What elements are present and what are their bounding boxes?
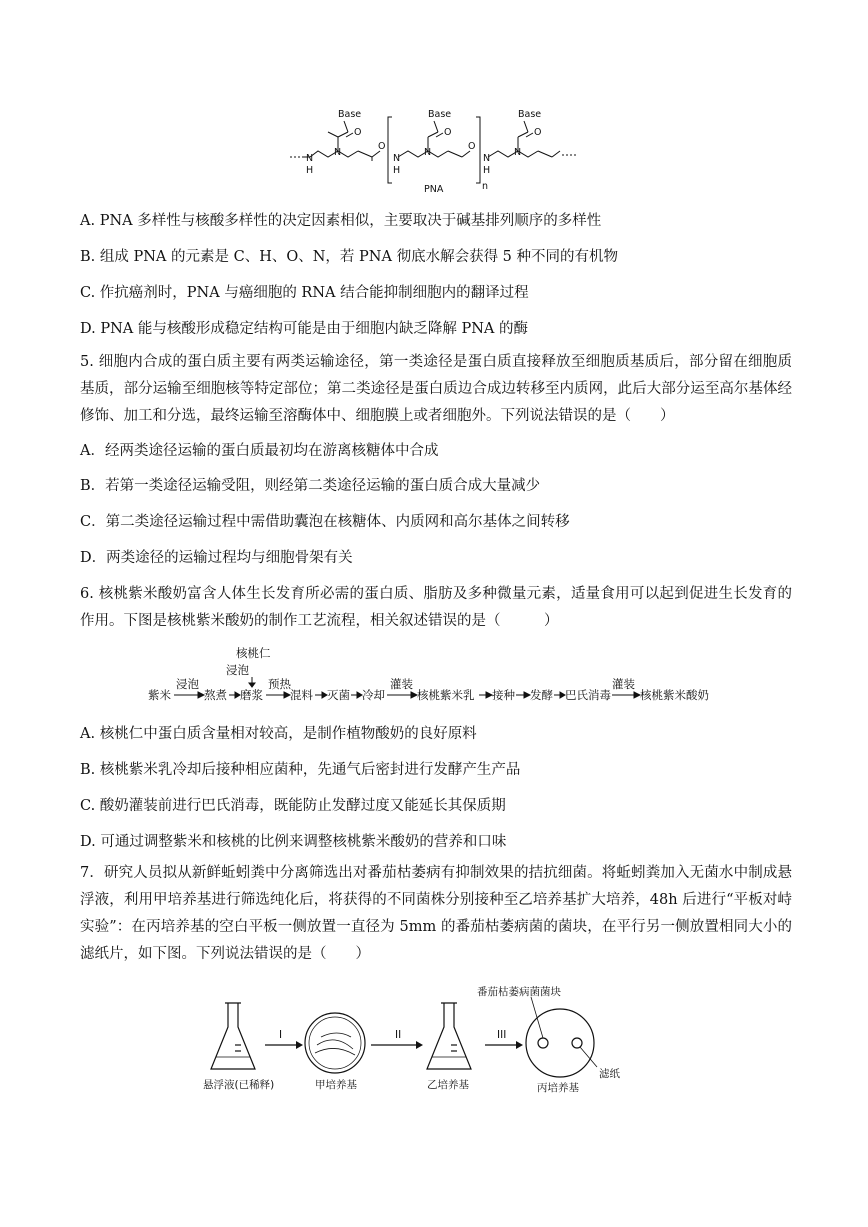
- filter-paper-icon: [572, 1038, 582, 1048]
- flow-top-input: 核桃仁: [236, 646, 271, 660]
- flow-step-7: 核桃紫米乳: [417, 688, 475, 702]
- flow-step-5: 灭菌: [327, 688, 350, 702]
- q5-option-b: B．若第一类途径运输受阻，则经第二类途径运输的蛋白质合成大量减少: [80, 478, 541, 494]
- h-label-2: H: [393, 165, 401, 176]
- flow-arrow-label-fill-2: 灌装: [612, 677, 635, 691]
- h-label-1: H: [306, 165, 314, 176]
- arrow-1-label: I: [279, 1029, 283, 1041]
- h-label-3: H: [483, 165, 491, 176]
- q5-option-d: D．两类途径的运输过程均与细胞骨架有关: [80, 550, 353, 566]
- flask-1-icon: [211, 1003, 255, 1069]
- q4-option-c: C. 作抗癌剂时，PNA 与癌细胞的 RNA 结合能抑制细胞内的翻译过程: [80, 285, 529, 301]
- flow-step-3: 磨浆: [240, 688, 263, 702]
- n-label-6: N: [483, 153, 491, 164]
- o-label-5: O: [468, 141, 476, 152]
- q6-stem: 6. 核桃紫米酸奶富含人体生长发育所必需的蛋白质、脂肪及多种微量元素，适量食用可以起到促进生长发育的作用。下图是核桃紫米酸奶的制作工艺流程，相关叙述错误的是（ ）: [80, 586, 792, 629]
- flow-step-10: 巴氏消毒: [565, 688, 611, 702]
- base-label-2: Base: [428, 109, 452, 120]
- q4-option-a: A. PNA 多样性与核酸多样性的决定因素相似，主要取决于碱基排列顺序的多样性: [80, 213, 602, 229]
- q6-option-b: B. 核桃紫米乳冷却后接种相应菌种，先通气后密封进行发酵产生产品: [80, 762, 521, 778]
- flask-2-icon: [427, 1003, 471, 1069]
- flow-step-6: 冷却: [362, 688, 385, 702]
- flow-step-1: 紫米: [148, 688, 171, 702]
- o-label-3: O: [534, 127, 542, 138]
- arrow-2-label: II: [395, 1029, 402, 1041]
- flow-arrow-label-soak: 浸泡: [176, 677, 199, 691]
- pna-structure-figure: [280, 105, 600, 200]
- flow-step-8: 接种: [492, 688, 515, 702]
- base-label-1: Base: [338, 109, 362, 120]
- flow-arrow-label-preheat: 预热: [268, 677, 291, 691]
- arrow-3-label: III: [497, 1029, 507, 1041]
- flow-step-9: 发酵: [530, 688, 553, 702]
- n-label-3: N: [514, 147, 522, 158]
- q5-option-a: A．经两类途径运输的蛋白质最初均在游离核糖体中合成: [80, 443, 439, 459]
- n-label-4: N: [306, 153, 314, 164]
- plate-2-icon: [526, 1009, 594, 1077]
- q4-option-d: D. PNA 能与核酸形成稳定结构可能是由于细胞内缺乏降解 PNA 的酶: [80, 321, 528, 337]
- subscript-n: n: [482, 181, 489, 192]
- q5-option-c: C．第二类途径运输过程中需借助囊泡在核糖体、内质网和高尔基体之间转移: [80, 514, 570, 530]
- flow-top-arrow-label: 浸泡: [226, 663, 249, 677]
- base-label-3: Base: [518, 109, 542, 120]
- o-label-2: O: [444, 127, 452, 138]
- q5-stem: 5. 细胞内合成的蛋白质主要有两类运输途径，第一类途径是蛋白质直接释放至细胞质基质后，部分留在细胞质基质，部分运输至细胞核等特定部位；第二类途径是蛋白质边合成边转移至内质网，此后大部分运至高尔基体经修饰、加工和分选，最终运输至溶酶体中、细胞膜上或者细胞外。下列说法错误的是（ ）: [80, 354, 792, 424]
- q7-stem: 7．研究人员拟从新鲜蚯蚓粪中分离筛选出对番茄枯萎病有抑制效果的拮抗细菌。将蚯蚓粪加入无菌水中制成悬浮液，利用甲培养基进行筛选纯化后，将获得的不同菌株分别接种至乙培养基扩大培养，48h 后进行“平板对峙实验”：在丙培养基的空白平板一侧放置一直径为 5mm 的番茄枯萎病菌的菌块，在平行另一侧放置相同大小的滤纸片，如下图。下列说法错误的是（ ）: [80, 865, 792, 962]
- o-label-4: O: [378, 141, 386, 152]
- n-label-2: N: [424, 147, 432, 158]
- q7-experiment-figure: [195, 985, 655, 1105]
- q6-option-a: A. 核桃仁中蛋白质含量相对较高，是制作植物酸奶的良好原料: [80, 726, 477, 742]
- plate-1-label: 甲培养基: [315, 1079, 357, 1091]
- q4-option-b: B. 组成 PNA 的元素是 C、H、O、N，若 PNA 彻底水解会获得 5 种不同的有机物: [80, 249, 619, 265]
- q6-option-d: D. 可通过调整紫米和核桃的比例来调整核桃紫米酸奶的营养和口味: [80, 834, 507, 850]
- fungus-block-icon: [538, 1038, 548, 1048]
- flow-step-4: 混料: [290, 688, 313, 702]
- flow-step-2: 熬煮: [204, 688, 227, 702]
- n-label-5: N: [393, 153, 401, 164]
- flow-step-11: 核桃紫米酸奶: [640, 688, 709, 702]
- o-label-1: O: [354, 127, 362, 138]
- flask-2-label: 乙培养基: [427, 1079, 469, 1091]
- plate-2-label: 丙培养基: [537, 1082, 579, 1094]
- filter-label: 滤纸: [599, 1068, 620, 1080]
- q6-process-flow: [140, 645, 730, 705]
- q6-option-c: C. 酸奶灌装前进行巴氏消毒，既能防止发酵过度又能延长其保质期: [80, 798, 506, 814]
- flow-arrow-label-fill-1: 灌装: [390, 677, 413, 691]
- fungus-label: 番茄枯萎病菌菌块: [477, 986, 561, 998]
- flask-1-label: 悬浮液(已稀释): [203, 1079, 275, 1091]
- plate-1-icon: [305, 1013, 365, 1073]
- n-label-1: N: [334, 147, 342, 158]
- pna-caption: PNA: [424, 184, 444, 195]
